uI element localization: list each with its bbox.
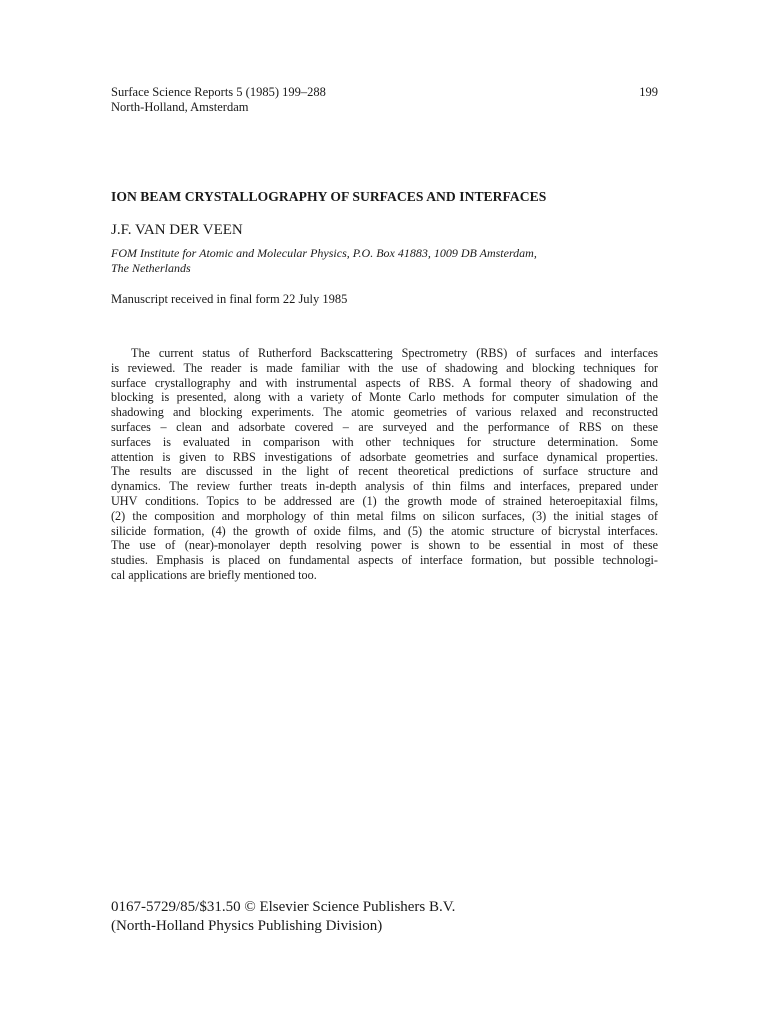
affiliation-line-2: The Netherlands [111, 261, 191, 275]
article-title: ION BEAM CRYSTALLOGRAPHY OF SURFACES AND INTERFACES [111, 189, 547, 204]
abstract-line: The results are discussed in the light of recent theoretical predictions of surface structure and [111, 464, 658, 479]
abstract-line: is reviewed. The reader is made familiar with the use of shadowing and blocking techniques for [111, 360, 658, 375]
manuscript-received: Manuscript received in final form 22 July 1985 [111, 292, 348, 306]
abstract-line: shadowing and blocking experiments. The atomic geometries of various relaxed and reconstructed [111, 405, 658, 420]
abstract-line: dynamics. The review further treats in-depth analysis of thin films and interfaces, prepared under [111, 479, 658, 494]
abstract-line: surfaces – clean and adsorbate covered – are surveyed and the performance of RBS on these [111, 419, 658, 434]
affiliation-line-1: FOM Institute for Atomic and Molecular Physics, P.O. Box 41883, 1009 DB Amsterdam, [111, 246, 537, 260]
page-number: 199 [639, 85, 658, 99]
journal-reference: Surface Science Reports 5 (1985) 199–288 [111, 85, 326, 99]
abstract-line: The use of (near)-monolayer depth resolving power is shown to be essential in most of these [111, 538, 658, 553]
abstract-line: The current status of Rutherford Backscattering Spectrometry (RBS) of surfaces and interfaces [131, 346, 658, 360]
abstract-line: (2) the composition and morphology of thin metal films on silicon surfaces, (3) the initial stages of [111, 508, 658, 523]
abstract-line: studies. Emphasis is placed on fundamental aspects of interface formation, but possible technologi- [111, 553, 658, 568]
abstract-line: attention is given to RBS investigations of adsorbate geometries and surface dynamical properties. [111, 449, 658, 464]
publisher-line: North-Holland, Amsterdam [111, 100, 249, 114]
abstract-line: cal applications are briefly mentioned too. [111, 567, 317, 582]
abstract-line: surfaces is evaluated in comparison with other techniques for structure determination. Some [111, 434, 658, 449]
abstract [111, 346, 658, 583]
abstract-line: surface crystallography and with instrumental aspects of RBS. A formal theory of shadowing and [111, 375, 658, 390]
abstract-line: silicide formation, (4) the growth of oxide films, and (5) the atomic structure of bicrystal interfaces. [111, 523, 658, 538]
copyright-line: 0167-5729/85/$31.50 © Elsevier Science Publishers B.V. [111, 899, 456, 915]
abstract-line: blocking is presented, along with a variety of Monte Carlo methods for computer simulation of the [111, 390, 658, 405]
abstract-line: UHV conditions. Topics to be addressed are (1) the growth mode of strained heteroepitaxial films, [111, 493, 658, 508]
author-name: J.F. VAN DER VEEN [111, 222, 243, 238]
publishing-division: (North-Holland Physics Publishing Division) [111, 918, 383, 934]
